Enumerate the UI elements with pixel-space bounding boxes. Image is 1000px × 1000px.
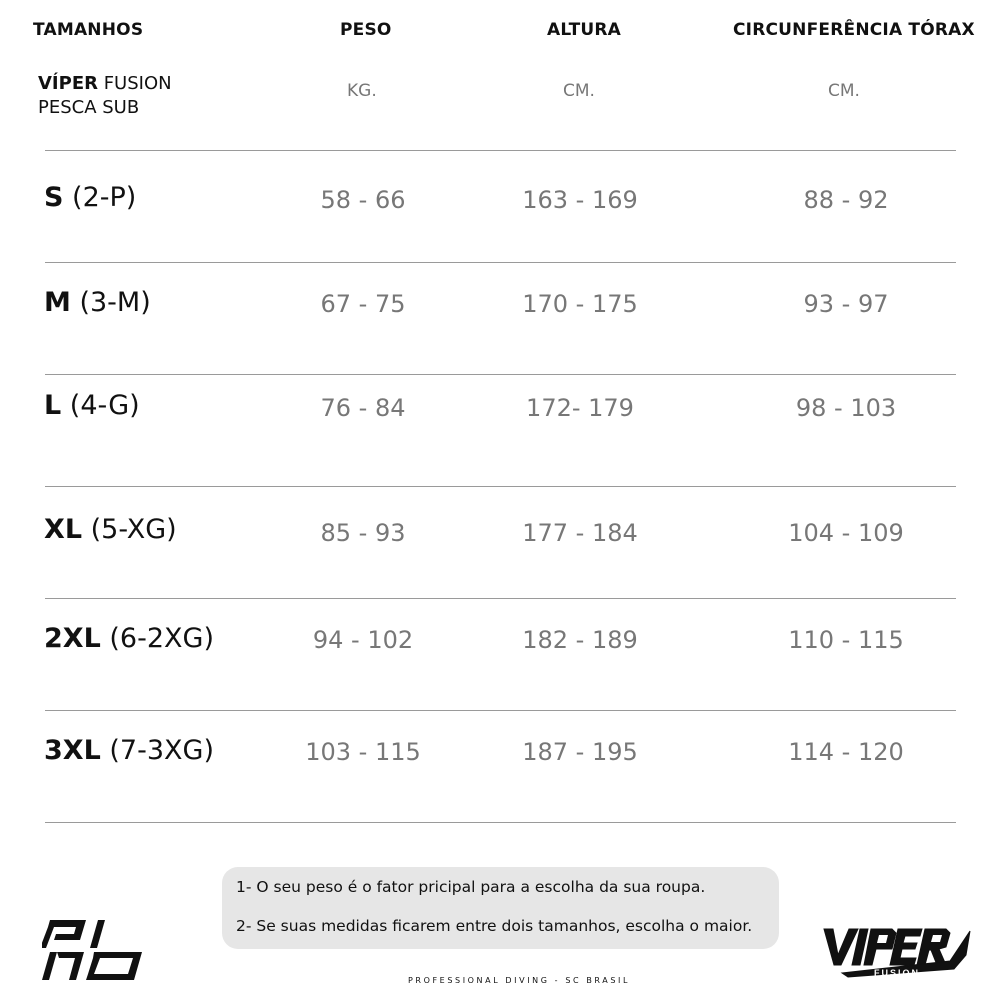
- size-row: [0, 735, 1000, 795]
- weight-value: 85 - 93: [320, 519, 406, 547]
- note-2: 2- Se suas medidas ficarem entre dois tamanhos, escolha o maior.: [236, 917, 753, 935]
- size-code: XL: [44, 514, 83, 545]
- header-weight: PESO: [340, 20, 392, 40]
- size-label: [44, 735, 214, 766]
- viper-fusion-logo: [822, 925, 974, 981]
- size-row: [0, 623, 1000, 683]
- height-value: 182 - 189: [522, 626, 638, 654]
- size-row: [0, 287, 1000, 347]
- size-label: [44, 390, 140, 421]
- size-code: 2XL: [44, 623, 101, 654]
- chest-value: 88 - 92: [803, 186, 889, 214]
- header-size: TAMANHOS: [33, 20, 144, 40]
- unit-chest: CM.: [828, 81, 860, 101]
- header-height: ALTURA: [547, 20, 622, 40]
- divider: [45, 150, 956, 151]
- chest-value: 104 - 109: [788, 519, 904, 547]
- size-alt: (6-2XG): [100, 623, 214, 654]
- height-value: 177 - 184: [522, 519, 638, 547]
- chest-value: 110 - 115: [788, 626, 904, 654]
- chest-value: 93 - 97: [803, 290, 889, 318]
- size-label: [44, 514, 177, 545]
- unit-height: CM.: [563, 81, 595, 101]
- notes-box: [222, 867, 779, 949]
- weight-value: 103 - 115: [305, 738, 421, 766]
- size-label: [44, 182, 136, 213]
- divider: [45, 822, 956, 823]
- divider: [45, 374, 956, 375]
- divider: [45, 710, 956, 711]
- divider: [45, 262, 956, 263]
- size-alt: (5-XG): [82, 514, 177, 545]
- weight-value: 67 - 75: [320, 290, 406, 318]
- header-chest: CIRCUNFERÊNCIA TÓRAX: [733, 20, 975, 40]
- size-alt: (2-P): [63, 182, 137, 213]
- chest-value: 114 - 120: [788, 738, 904, 766]
- height-value: 163 - 169: [522, 186, 638, 214]
- size-code: S: [44, 182, 64, 213]
- size-code: L: [44, 390, 62, 421]
- size-row: [0, 514, 1000, 574]
- size-row: [0, 390, 1000, 450]
- fusion-wordmark: FUSION: [874, 968, 921, 978]
- unit-weight: KG.: [347, 81, 377, 101]
- size-alt: (7-3XG): [100, 735, 214, 766]
- weight-value: 58 - 66: [320, 186, 406, 214]
- size-label: [44, 623, 214, 654]
- weight-value: 76 - 84: [320, 394, 406, 422]
- footer-tagline: PROFESSIONAL DIVING - SC BRASIL: [408, 976, 631, 985]
- product-name-bold: VÍPER: [38, 73, 98, 94]
- size-alt: (4-G): [61, 390, 140, 421]
- pino-logo: [42, 918, 146, 982]
- divider: [45, 598, 956, 599]
- product-category: PESCA SUB: [38, 97, 140, 118]
- weight-value: 94 - 102: [312, 626, 414, 654]
- height-value: 187 - 195: [522, 738, 638, 766]
- size-code: 3XL: [44, 735, 101, 766]
- divider: [45, 486, 956, 487]
- size-code: M: [44, 287, 71, 318]
- height-value: 172- 179: [526, 394, 634, 422]
- size-alt: (3-M): [70, 287, 151, 318]
- size-label: [44, 287, 151, 318]
- product-name-rest: FUSION: [97, 73, 172, 94]
- size-row: [0, 182, 1000, 242]
- product-name: [38, 72, 172, 120]
- height-value: 170 - 175: [522, 290, 638, 318]
- note-1: 1- O seu peso é o fator pricipal para a escolha da sua roupa.: [236, 878, 706, 896]
- chest-value: 98 - 103: [795, 394, 897, 422]
